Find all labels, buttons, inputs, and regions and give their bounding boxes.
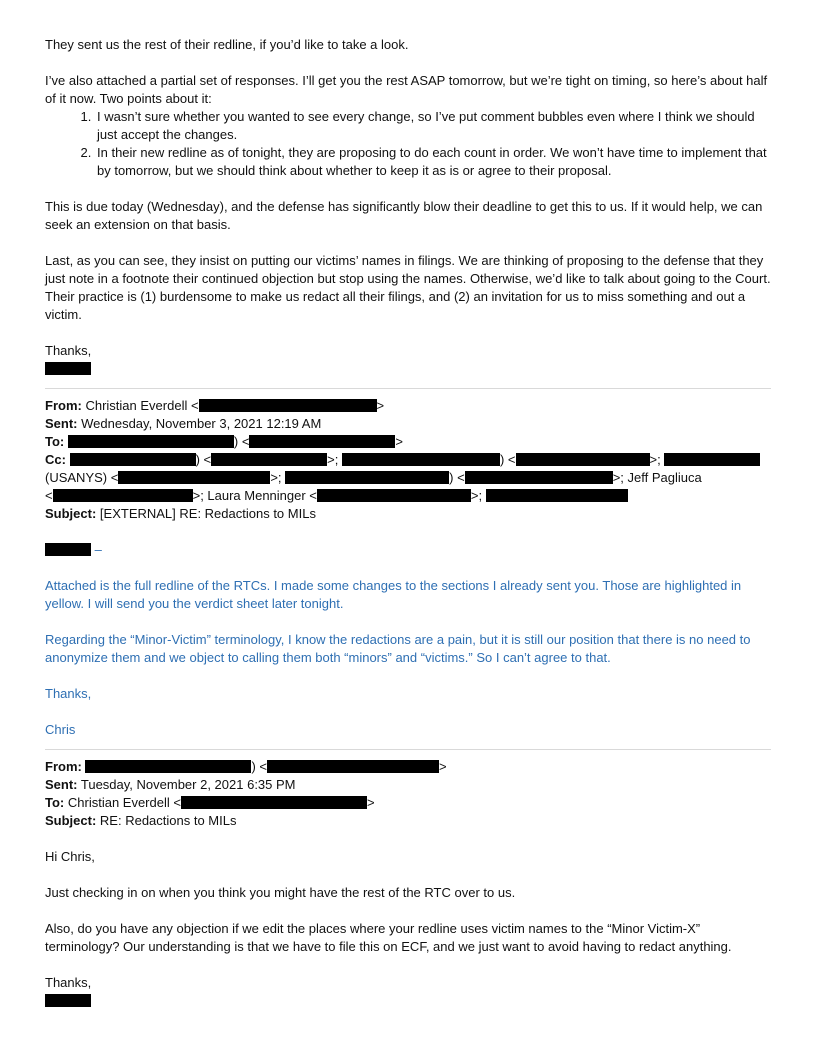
sender-name: Christian Everdell < bbox=[85, 398, 199, 413]
salutation: – bbox=[45, 541, 771, 559]
to-label: To: bbox=[45, 795, 65, 810]
subject: [EXTERNAL] RE: Redactions to MILs bbox=[99, 506, 316, 521]
redaction bbox=[118, 471, 270, 484]
subject-label: Subject: bbox=[45, 506, 97, 521]
redaction bbox=[664, 453, 760, 466]
redaction bbox=[465, 471, 613, 484]
body-paragraph: Also, do you have any objection if we edit the places where your redline uses victim names to the “Minor Victim-X” terminology? Our understanding is that we have to file this on ECF, and we just want to avoid having to redact anything. bbox=[45, 921, 732, 954]
redaction bbox=[285, 471, 449, 484]
cc-name: ; Laura Menninger < bbox=[200, 488, 317, 503]
signature-redaction bbox=[45, 360, 771, 378]
greeting: Hi Chris, bbox=[45, 849, 95, 864]
cc-org: (USANYS) < bbox=[45, 470, 119, 485]
cc-label: Cc: bbox=[45, 452, 66, 467]
email-header: From: ) < > Sent: Tuesday, November 2, 2021 6:35 PM To: Christian Everdell < > Subject: RE: Redactions to MILs bbox=[45, 759, 447, 828]
signature-redaction bbox=[45, 992, 771, 1010]
redaction bbox=[267, 760, 439, 773]
redaction bbox=[199, 399, 377, 412]
redaction bbox=[70, 453, 196, 466]
list-item: 2. In their new redline as of tonight, they are proposing to do each count in order. We won’t have time to implement that by tomorrow, but we should think about whether to keep it as is or agree to their proposal. bbox=[95, 144, 771, 180]
redaction bbox=[45, 543, 91, 556]
numbered-points bbox=[45, 108, 771, 180]
body-paragraph: Regarding the “Minor-Victim” terminology, I know the redactions are a pain, but it is still our position that there is no need to anonymize them and we object to calling them both “minors” and “victims.” So I can’t agree to that. bbox=[45, 632, 751, 665]
from-label: From: bbox=[45, 759, 82, 774]
closing: Thanks, bbox=[45, 975, 92, 990]
sent-date: Wednesday, November 3, 2021 12:19 AM bbox=[81, 416, 322, 431]
redaction bbox=[85, 760, 251, 773]
redaction bbox=[342, 453, 500, 466]
body-paragraph: Attached is the full redline of the RTCs. I made some changes to the sections I already sent you. Those are highlighted in yellow. I will send you the verdict sheet later tonight. bbox=[45, 578, 742, 611]
subject: RE: Redactions to MILs bbox=[99, 813, 237, 828]
redaction bbox=[53, 489, 193, 502]
to-label: To: bbox=[45, 434, 65, 449]
closing: Thanks, bbox=[45, 686, 92, 701]
closing: Thanks, bbox=[45, 343, 92, 358]
intro-paragraph: They sent us the rest of their redline, if you’d like to take a look. bbox=[45, 37, 409, 52]
sent-date: Tuesday, November 2, 2021 6:35 PM bbox=[80, 777, 296, 792]
recipient-name: Christian Everdell < bbox=[67, 795, 181, 810]
email-document bbox=[45, 36, 771, 1010]
body-paragraph: Last, as you can see, they insist on putting our victims’ names in filings. We are thinking of proposing to the defense that they just note in a footnote their continued objection but stop using the names. Otherwise, we’d like to talk about going to the Court. Their practice is (1) burdensome to make us redact all their filings, and (2) an invitation for us to miss something and out a victim. bbox=[45, 253, 771, 322]
redaction bbox=[317, 489, 471, 502]
redaction bbox=[181, 796, 367, 809]
email-header: From: Christian Everdell < > Sent: Wednesday, November 3, 2021 12:19 AM To: ) < > Cc: ) < >; ) < >; (USANYS) < >; ) < >; Jeff Pagliuca < >; Laura Menninger < >; Subject: [EXTERNAL] RE: Redactions to MILs bbox=[45, 397, 771, 523]
redaction bbox=[249, 435, 395, 448]
from-label: From: bbox=[45, 398, 82, 413]
signature: Chris bbox=[45, 722, 76, 737]
redaction bbox=[211, 453, 327, 466]
intro-paragraph: I’ve also attached a partial set of responses. I’ll get you the rest ASAP tomorrow, but we’re tight on timing, so here’s about half of it now. Two points about it: bbox=[45, 73, 768, 106]
sent-label: Sent: bbox=[45, 777, 78, 792]
body-paragraph: This is due today (Wednesday), and the defense has significantly blow their deadline to get this to us. If it would help, we can seek an extension on that basis. bbox=[45, 199, 763, 232]
subject-label: Subject: bbox=[45, 813, 97, 828]
redaction bbox=[486, 489, 628, 502]
redaction bbox=[68, 435, 234, 448]
cc-name: ; Jeff Pagliuca bbox=[620, 470, 702, 485]
body-paragraph: Just checking in on when you think you might have the rest of the RTC over to us. bbox=[45, 885, 516, 900]
redaction bbox=[516, 453, 650, 466]
sent-label: Sent: bbox=[45, 416, 78, 431]
email-divider bbox=[45, 388, 771, 389]
list-item: 1. I wasn’t sure whether you wanted to see every change, so I’ve put comment bubbles even where I think we should just accept the changes. bbox=[95, 108, 771, 144]
email-divider bbox=[45, 749, 771, 750]
